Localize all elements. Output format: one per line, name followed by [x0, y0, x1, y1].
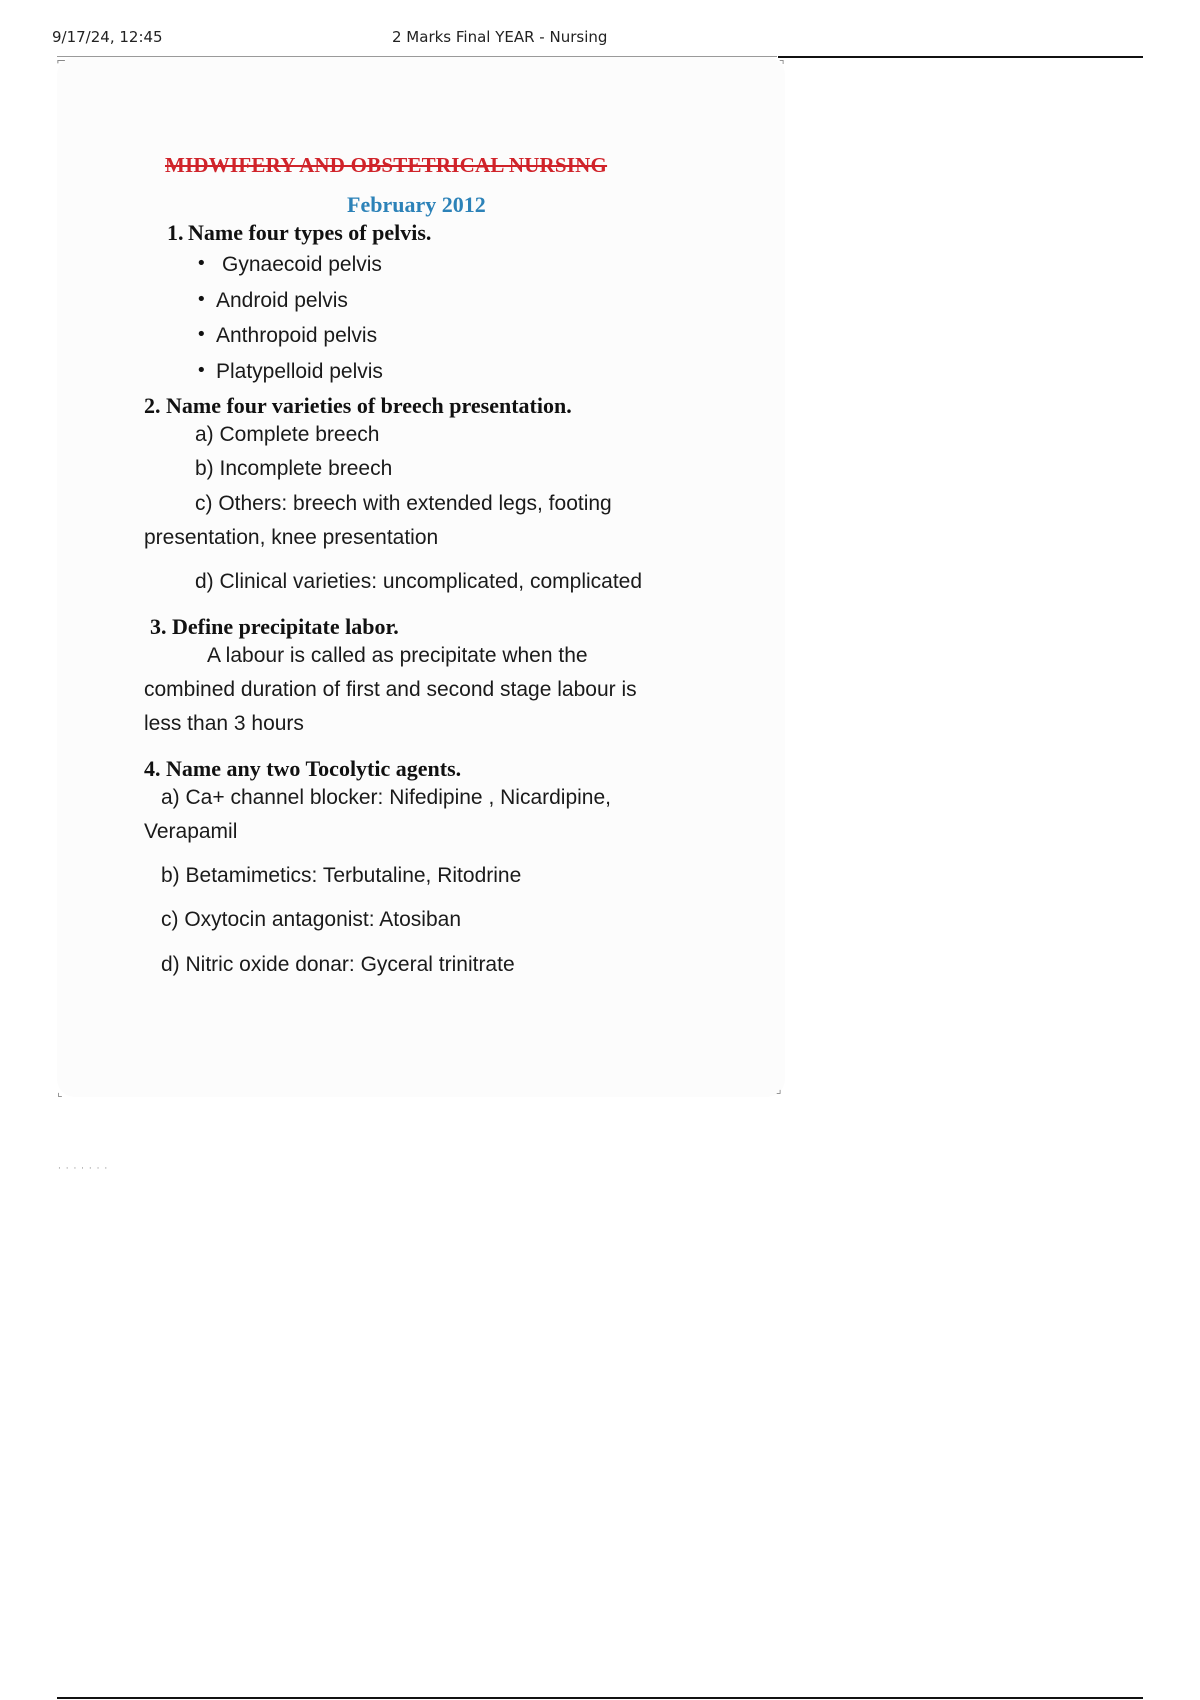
answer-item-continued: presentation, knee presentation	[144, 526, 439, 549]
answer-text: A labour is called as precipitate when the	[207, 644, 588, 667]
print-title: 2 Marks Final YEAR - Nursing	[392, 28, 608, 46]
answer-item: Platypelloid pelvis	[216, 360, 383, 383]
exam-date: February 2012	[347, 192, 486, 217]
header-divider-dark	[778, 56, 1143, 58]
answer-text: less than 3 hours	[144, 712, 304, 735]
answer-item: b) Incomplete breech	[195, 457, 393, 480]
answer-item: a) Ca+ channel blocker: Nifedipine , Nicardipine,	[161, 786, 611, 809]
bullet-icon: •	[196, 324, 207, 345]
question-4: 4. Name any two Tocolytic agents.	[144, 756, 462, 781]
bullet-icon: •	[196, 253, 207, 274]
answer-item: d) Clinical varieties: uncomplicated, complicated	[195, 570, 643, 593]
question-1: Name four types of pelvis.	[188, 220, 432, 245]
footer-divider	[57, 1697, 1143, 1699]
answer-item: c) Oxytocin antagonist: Atosiban	[161, 908, 461, 931]
faint-footer-mark: · · · · · · ·	[58, 1164, 109, 1174]
question-1-number: 1.	[167, 220, 184, 245]
bullet-icon: •	[196, 360, 207, 381]
section-heading: MIDWIFERY AND OBSTETRICAL NURSING	[165, 153, 608, 177]
question-2: 2. Name four varieties of breech presentation.	[144, 393, 572, 418]
corner-mark-icon: ⌐	[56, 54, 67, 68]
answer-item: b) Betamimetics: Terbutaline, Ritodrine	[161, 864, 522, 887]
answer-item-continued: Verapamil	[144, 820, 238, 843]
question-3: 3. Define precipitate labor.	[150, 614, 399, 639]
answer-item: c) Others: breech with extended legs, footing	[195, 492, 612, 515]
print-timestamp: 9/17/24, 12:45	[52, 28, 163, 46]
answer-item: Gynaecoid pelvis	[222, 253, 382, 276]
answer-item: d) Nitric oxide donar: Gyceral trinitrate	[161, 953, 515, 976]
answer-item: a) Complete breech	[195, 423, 380, 446]
answer-text: combined duration of first and second stage labour is	[144, 678, 637, 701]
answer-item: Anthropoid pelvis	[216, 324, 378, 347]
corner-mark-icon: ⌝	[779, 58, 785, 72]
answer-item: Android pelvis	[216, 289, 348, 312]
bullet-icon: •	[196, 289, 207, 310]
corner-mark-icon: ⌞	[57, 1085, 63, 1099]
corner-mark-icon: ⌟	[776, 1082, 782, 1096]
